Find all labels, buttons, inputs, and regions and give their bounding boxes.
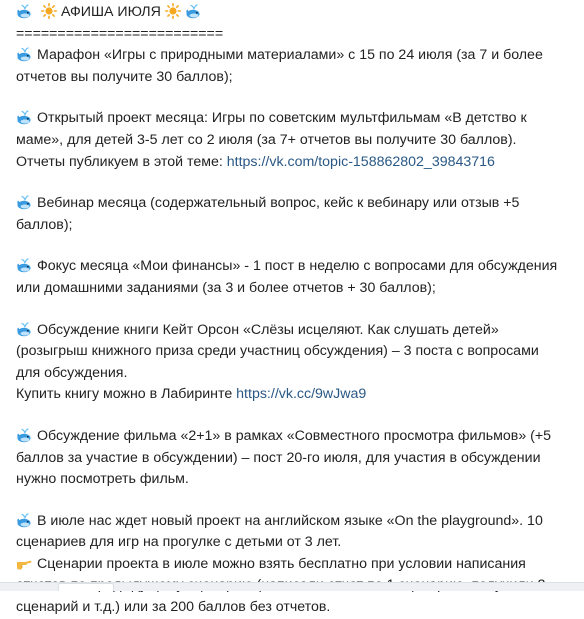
book-line-2: (розыгрыш книжного приза среди участниц обсуждения) – 3 поста с вопросами — [16, 343, 539, 360]
whale-icon — [16, 427, 32, 443]
whale-icon — [16, 257, 32, 273]
whale-icon — [16, 109, 32, 125]
marathon-line-1: Марафон «Игры с природными материалами» с 15 по 24 июля (за 7 и более — [16, 45, 578, 67]
webinar-line-2: баллов); — [16, 216, 73, 233]
whale-icon — [16, 3, 32, 19]
whale-icon — [16, 194, 32, 210]
marathon-line-2: отчетов вы получите 30 баллов); — [16, 68, 233, 85]
project-line-1: Открытый проект месяца: Игры по советским мультфильмам «В детство к — [16, 108, 578, 130]
film-line-2: баллов за участие в обсуждении) – пост 20-го июля, для участия в обсуждении — [16, 449, 541, 466]
focus-line-1: Фокус месяца «Мои финансы» - 1 пост в неделю с вопросами для обсуждения — [16, 256, 578, 278]
book-link[interactable]: https://vk.cc/9wJwa9 — [236, 386, 367, 403]
focus-line-2: или домашними заданиями (за 3 и более отчетов + 30 баллов); — [16, 279, 436, 296]
divider: ========================= — [16, 25, 224, 42]
book-line-4: Купить книгу можно в Лабиринте https://vk.cc/9wJwa9 — [16, 386, 367, 403]
english-line-1: В июле нас ждет новый проект на английском языке «On the playground». 10 — [16, 511, 578, 533]
post-title-line — [16, 2, 578, 24]
english-line-2: сценариев для игр на прогулке с детьми от 3 лет. — [16, 534, 342, 551]
film-line-1: Обсуждение фильма «2+1» в рамках «Совместного просмотра фильмов» (+5 — [16, 426, 578, 448]
topic-link[interactable]: https://vk.com/topic-158862802_39843716 — [226, 153, 495, 170]
wall-post-text — [16, 2, 578, 619]
sun-icon — [165, 3, 181, 19]
pointing-hand-icon — [16, 555, 32, 571]
whale-icon — [16, 512, 32, 528]
whale-icon — [185, 3, 201, 19]
whale-icon — [16, 46, 32, 62]
sun-icon — [41, 3, 57, 19]
film-line-3: нужно посмотреть фильм. — [16, 471, 189, 488]
whale-icon — [16, 321, 32, 337]
english-line-5: сценарий и т.д.) или за 200 баллов без отчетов. — [16, 599, 331, 616]
english-line-3: Сценарии проекта в июле можно взять бесплатно при условии написания — [16, 554, 578, 576]
webinar-line-1: Вебинар месяца (содержательный вопрос, кейс к вебинару или отзыв +5 — [16, 193, 578, 215]
project-line-3: Отчеты публикуем в этой теме: https://vk.com/topic-158862802_39843716 — [16, 153, 495, 170]
post-title: АФИША ИЮЛЯ — [61, 4, 161, 20]
project-line-2: маме», для детей 3-5 лет со 2 июля (за 7+ отчетов вы получите 30 баллов). — [16, 131, 517, 148]
book-line-1: Обсуждение книги Кейт Орсон «Слёзы исцеляют. Как слушать детей» — [16, 320, 578, 342]
book-line-3: для обсуждения. — [16, 364, 128, 381]
